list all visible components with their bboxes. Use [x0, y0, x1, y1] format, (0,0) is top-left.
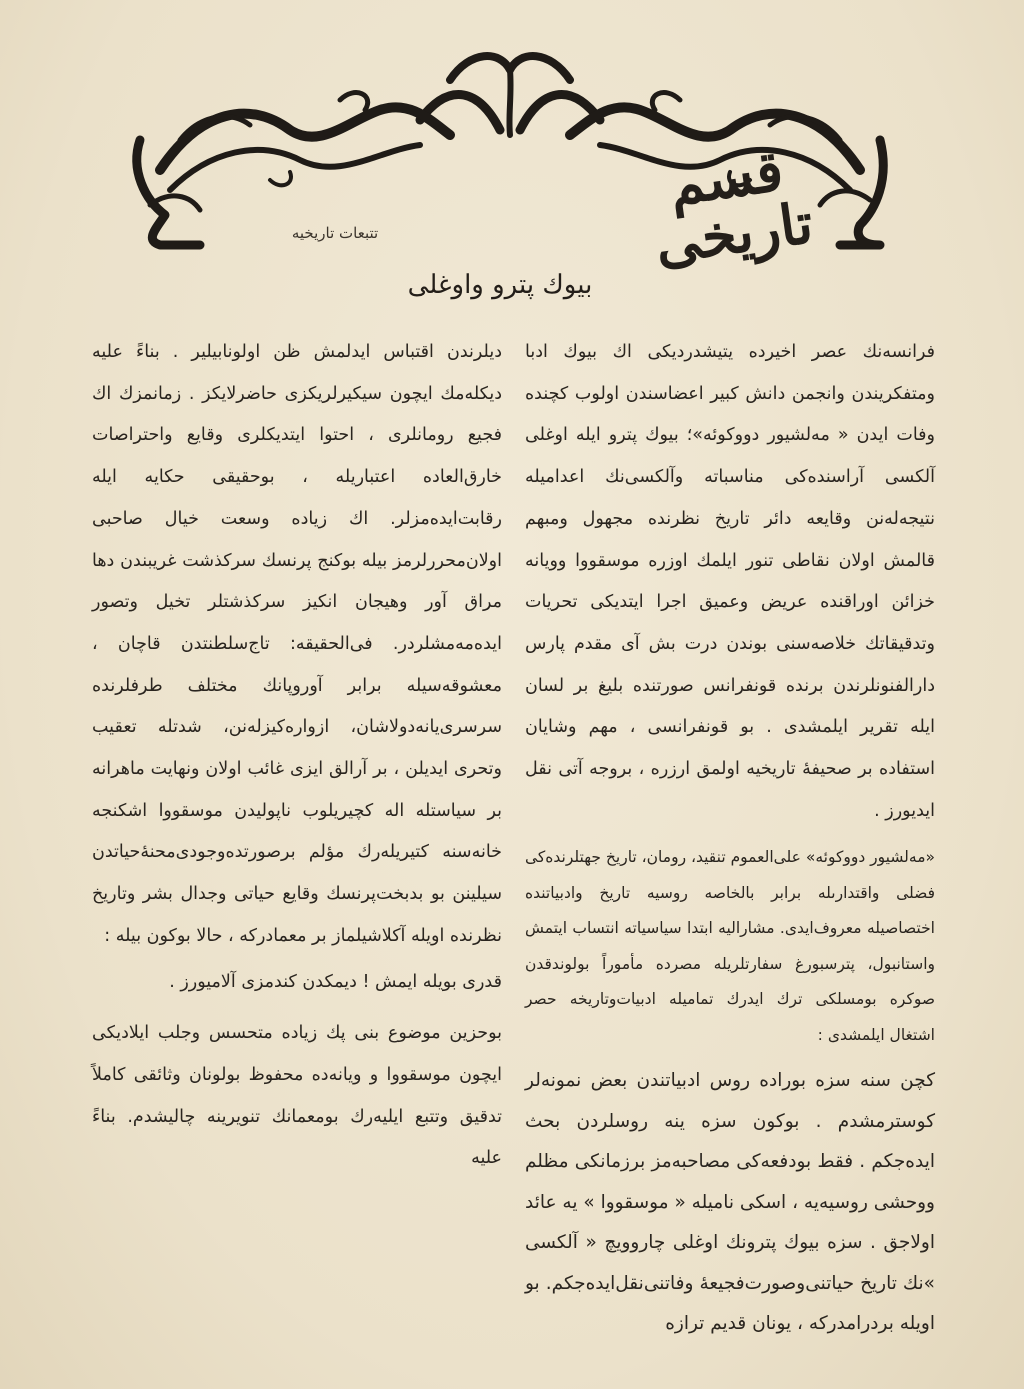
- article-title: بيوك پترو واوغلى: [407, 270, 593, 300]
- section-title: قسم تاريخى: [651, 137, 817, 278]
- right-text-column: [525, 332, 935, 1345]
- paragraph: ديلرندن اقتباس ايدلمش ظن اولونابيلير . بناءً عليه ديكله‌مك ايچون سيكيرلريكزى حاضرلايكز . زمانمزك اك فجيع رومانلرى ، احتوا ايتديكلرى وقايع واحتراصات خارق‌العاده اعتباريله ، بوحقيقى حكايه ايله رقابت‌ايده‌مزلر. اك زياده وسعت خيال صاحبى اولان‌محررلرمز بيله بوكنج پرنسك سركذشت غريبندن دها مراق آور وهيجان انكيز سركذشتلر تخيل وتصور ايده‌مه‌مشلردر. فى‌الحقيقه: تاج‌سلطنتدن قاچان ، معشوقه‌سيله برابر آوروپانك مختلف طرفلرنده سرسرى‌يانه‌دولاشان، ازواره‌كيزله‌نن، شدتله تعقيب وتحرى ايديلن ، بر آرالق ايزى غائب اولان ونهايت ماهرانه بر سياستله اله كچيريلوب ناپوليدن موسقووا اشكنجه خانه‌سنه كتيريله‌رك مؤلم برصورتده‌وجودى‌محنهٔ‌حياتدن سيلينن بو بدبخت‌پرنسك وقايع حياتى وجدال بشر وتاريخ نظرنده اويله آكلاشيلماز بر معمادركه ، حالا بوكون بيله :: [92, 342, 502, 946]
- paragraph: «مه‌لشيور دووكوئه» على‌العموم تنقيد، رومان، تاريخ جهتلرنده‌كى فضلى واقتدارىله برابر بالخاصه روسيه تاريخ وادبياتنده اختصاصيله معروف‌ايدى. مشاراليه ابتدا سياسياته انتساب ايتمش واستانبول، پترسبورغ سفارتلريله مصرده مأموراً بولوندقدن صوكره بومسلكى ترك ايدرك تماميله ادبيات‌وتاريخه حصر اشتغال ايلمشدى :: [525, 848, 935, 1044]
- subsection-title: تتبعات تاريخيه: [291, 224, 379, 242]
- paragraph: بوحزين موضوع بنى پك زياده متحسس وجلب ايلاديكى ايچون موسقووا و ويانه‌ده محفوظ بولونان وثائقى كاملاً تدقيق وتتبع ايليه‌رك بومعمانك تنويرينه چاليشدم. بناءً عليه: [92, 1023, 502, 1169]
- paragraph: كچن سنه سزه بوراده روس ادبياتندن بعض نمونه‌لر كوسترمشدم . بوكون سزه ينه روسلردن بحث ايده‌جكم . فقط بودفعه‌كى مصاحبه‌مز برزمانكى مظلم ووحشى روسيه‌يه ، اسكى ناميله « موسقووا » يه عائد اولاجق . سزه بيوك پترونك اوغلى چاروويچ « آلكسى »نك تاريخ حياتنى‌وصورت‌فجيعهٔ وفاتنى‌نقل‌ايده‌جكم. بو اويله بردرامدركه ، يونان قديم ترازه: [525, 1070, 935, 1335]
- paragraph: فرانسه‌نك عصر اخيرده يتيشدرديكى اك بيوك ادبا ومتفكريندن وانجمن دانش كبير اعضاسندن اولوب كچنده وفات ايدن « مه‌لشيور دووكوئه»؛ بيوك پترو ايله اوغلى آلكسى آراسنده‌كى مناسباته وآلكسى‌نك اعداميله نتيجه‌له‌نن وقايعه دائر تاريخ نظرنده مجهول ومبهم قالمش اولان نقاطى تنور ايلمك اوزره موسقووا وويانه خزائن اوراقنده عريض وعميق اجرا ايتديكى تحريات وتدقيقاتك خلاصه‌سنى بوندن درت بش آى مقدم پارس دارالفنونلرندن برنده قونفرانس صورتنده بليغ بر لسان ايله تقرير ايلمشدى . بو قونفرانسى ، مهم وشايان استفاده بر صحيفهٔ تاريخيه اولمق ارزره ، بروجه آتى نقل ايديورز .: [525, 342, 935, 821]
- left-text-column: [92, 332, 502, 1180]
- paragraph: قدرى بويله ايمش ! ديمكدن كندمزى آلاميورز .: [169, 971, 502, 992]
